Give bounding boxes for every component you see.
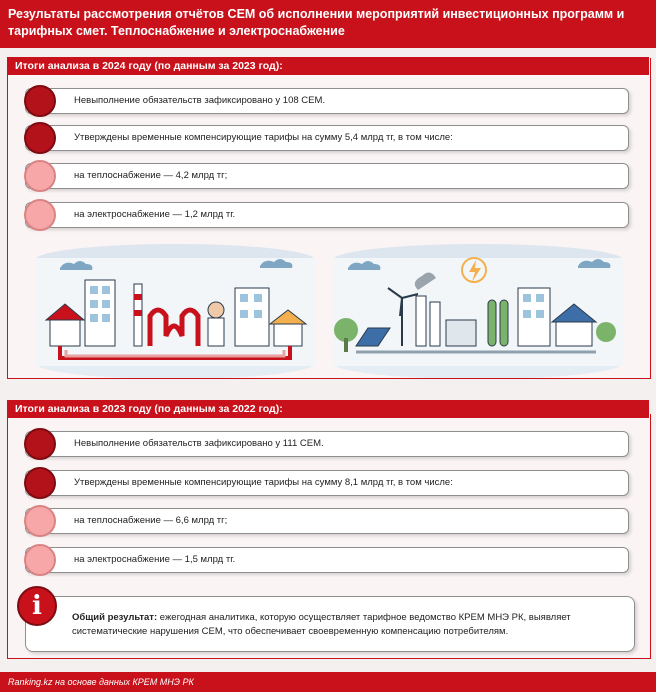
heating-city-illustration: [30, 238, 320, 378]
item-text: на теплоснабжение — 6,6 млрд тг;: [74, 515, 228, 526]
summary-label: Общий результат:: [72, 612, 158, 623]
section-heading-text: Итоги анализа в 2023 году (по данным за 2022 год):: [15, 403, 283, 415]
item-text: на электроснабжение — 1,2 млрд тг.: [74, 209, 236, 220]
summary-body: ежегодная аналитика, которую осуществляет тарифное ведомство КРЕМ МНЭ РК, выявляет систематические нарушения СЕМ, что обеспечивает своевременную компенсацию потребителям.: [72, 612, 571, 637]
list-item: [25, 125, 629, 151]
item-text: на теплоснабжение — 4,2 млрд тг;: [74, 170, 228, 181]
bullet-dark-icon: [24, 428, 56, 460]
bullet-light-icon: [24, 505, 56, 537]
page-title: Результаты рассмотрения отчётов СЕМ об исполнении мероприятий инвестиционных программ и тарифных смет. Теплоснабжение и электроснабжение: [8, 7, 625, 38]
summary-text: [72, 611, 622, 639]
bullet-light-icon: [24, 160, 56, 192]
section-heading-2024: [7, 57, 649, 75]
summary-box: [25, 596, 635, 652]
list-item: [25, 431, 629, 457]
item-text: Невыполнение обязательств зафиксировано у 108 СЕМ.: [74, 95, 326, 106]
item-text: на электроснабжение — 1,5 млрд тг.: [74, 554, 236, 565]
footer-bar: [0, 672, 656, 692]
list-item: [25, 88, 629, 114]
item-text: Утверждены временные компенсирующие тарифы на сумму 5,4 млрд тг, в том числе:: [74, 132, 453, 143]
list-item: [25, 202, 629, 228]
list-item: [25, 163, 629, 189]
list-item: [25, 470, 629, 496]
item-text: Утверждены временные компенсирующие тарифы на сумму 8,1 млрд тг, в том числе:: [74, 477, 453, 488]
source-credit: Ranking.kz на основе данных КРЕМ МНЭ РК: [8, 677, 194, 687]
item-text: Невыполнение обязательств зафиксировано у 111 СЕМ.: [74, 438, 324, 449]
list-item: [25, 508, 629, 534]
info-icon: i: [17, 586, 57, 626]
bullet-dark-icon: [24, 85, 56, 117]
list-item: [25, 547, 629, 573]
bullet-dark-icon: [24, 122, 56, 154]
electricity-city-illustration: [328, 238, 628, 378]
bullet-light-icon: [24, 544, 56, 576]
section-heading-text: Итоги анализа в 2024 году (по данным за 2023 год):: [15, 60, 283, 72]
section-heading-2023: [7, 400, 649, 418]
bullet-light-icon: [24, 199, 56, 231]
bullet-dark-icon: [24, 467, 56, 499]
header-bar: [0, 0, 656, 48]
